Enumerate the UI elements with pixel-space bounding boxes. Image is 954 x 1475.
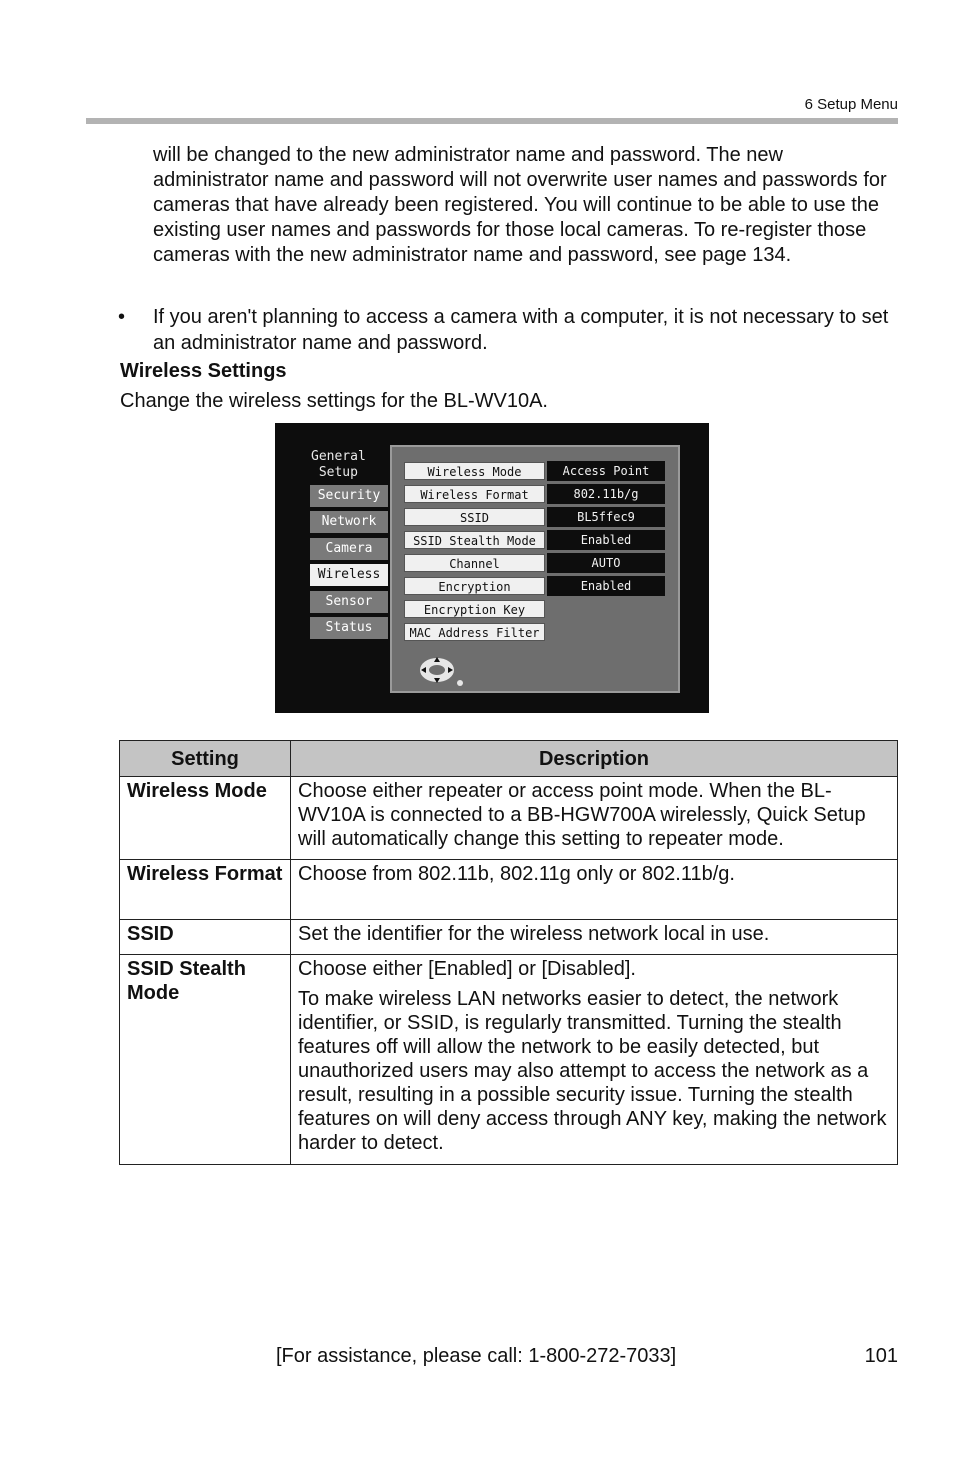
page-number: 101 xyxy=(864,1345,898,1367)
side-menu-camera[interactable]: Camera xyxy=(310,538,388,560)
option-encryption[interactable]: Encryption xyxy=(404,577,545,595)
value-channel: AUTO xyxy=(547,553,665,573)
option-encryption-key[interactable]: Encryption Key xyxy=(404,600,545,618)
description-text: Choose either [Enabled] or [Disabled]. xyxy=(298,958,636,980)
remote-arrows-icon xyxy=(416,653,466,689)
table-row xyxy=(120,860,898,920)
setting-name: Wireless Mode xyxy=(120,777,291,860)
option-ssid[interactable]: SSID xyxy=(404,508,545,526)
table-row xyxy=(120,955,898,1165)
bullet-text: If you aren't planning to access a camera with a computer, it is not necessary to set an administrator name and password. xyxy=(153,306,889,354)
side-menu-security[interactable]: Security xyxy=(310,485,388,507)
table-header-row xyxy=(120,741,898,777)
side-menu-status[interactable]: Status xyxy=(310,617,388,639)
value-wireless-format: 802.11b/g xyxy=(547,484,665,504)
setting-description xyxy=(291,777,898,860)
header-divider xyxy=(86,118,898,124)
header-setting: Setting xyxy=(120,741,291,777)
side-menu-network[interactable]: Network xyxy=(310,511,388,533)
bullet-icon: • xyxy=(118,306,126,328)
option-wireless-format[interactable]: Wireless Format xyxy=(404,485,545,503)
value-ssid-stealth-mode: Enabled xyxy=(547,530,665,550)
description-text: To make wireless LAN networks easier to detect, the network identifier, or SSID, is regularly transmitted. Turning the stealth features off will allow the network to be easily detected, but unauthorized users may also attempt to access the network as a result, resulting in a possible security issue. Turning the stealth features on will deny access through ANY key, making the network harder to detect. xyxy=(298,988,887,1154)
settings-table xyxy=(119,740,898,1165)
option-mac-address-filter[interactable]: MAC Address Filter xyxy=(404,623,545,641)
setting-description xyxy=(291,860,898,920)
description-text: Choose from 802.11b, 802.11g only or 802.11b/g. xyxy=(298,863,735,885)
description-text: Choose either repeater or access point mode. When the BL-WV10A is connected to a BB-HGW700A wirelessly, Quick Setup will automatically change this setting to repeater mode. xyxy=(298,780,866,850)
wireless-settings-screenshot xyxy=(275,423,709,713)
side-menu-sensor[interactable]: Sensor xyxy=(310,591,388,613)
value-ssid: BL5ffec9 xyxy=(547,507,665,527)
option-channel[interactable]: Channel xyxy=(404,554,545,572)
value-encryption: Enabled xyxy=(547,576,665,596)
option-ssid-stealth-mode[interactable]: SSID Stealth Mode xyxy=(404,531,545,549)
setting-name: SSID xyxy=(120,920,291,955)
menu-title: General Setup xyxy=(311,449,366,480)
section-heading: Wireless Settings xyxy=(120,360,287,382)
setting-name: SSID Stealth Mode xyxy=(120,955,291,1165)
setting-name: Wireless Format xyxy=(120,860,291,920)
assistance-phone: [For assistance, please call: 1-800-272-7033] xyxy=(276,1345,677,1367)
value-wireless-mode: Access Point xyxy=(547,461,665,481)
description-text: Set the identifier for the wireless network local in use. xyxy=(298,923,770,945)
paragraph-admin-password: will be changed to the new administrator name and password. The new administrator name and password will not overwrite user names and passwords for cameras that have already been registered. You will continue to be able to use the existing user names and passwords for those local cameras. To re-register those cameras with the new administrator name and password, see page 134. xyxy=(153,144,887,266)
option-wireless-mode[interactable]: Wireless Mode xyxy=(404,462,545,480)
wireless-options-panel xyxy=(390,445,680,693)
section-intro: Change the wireless settings for the BL-WV10A. xyxy=(120,390,548,412)
setting-description xyxy=(291,920,898,955)
header-description: Description xyxy=(291,741,898,777)
table-row xyxy=(120,920,898,955)
section-header: 6 Setup Menu xyxy=(804,96,898,113)
side-menu-wireless[interactable]: Wireless xyxy=(310,564,388,586)
table-row xyxy=(120,777,898,860)
setting-description xyxy=(291,955,898,1165)
